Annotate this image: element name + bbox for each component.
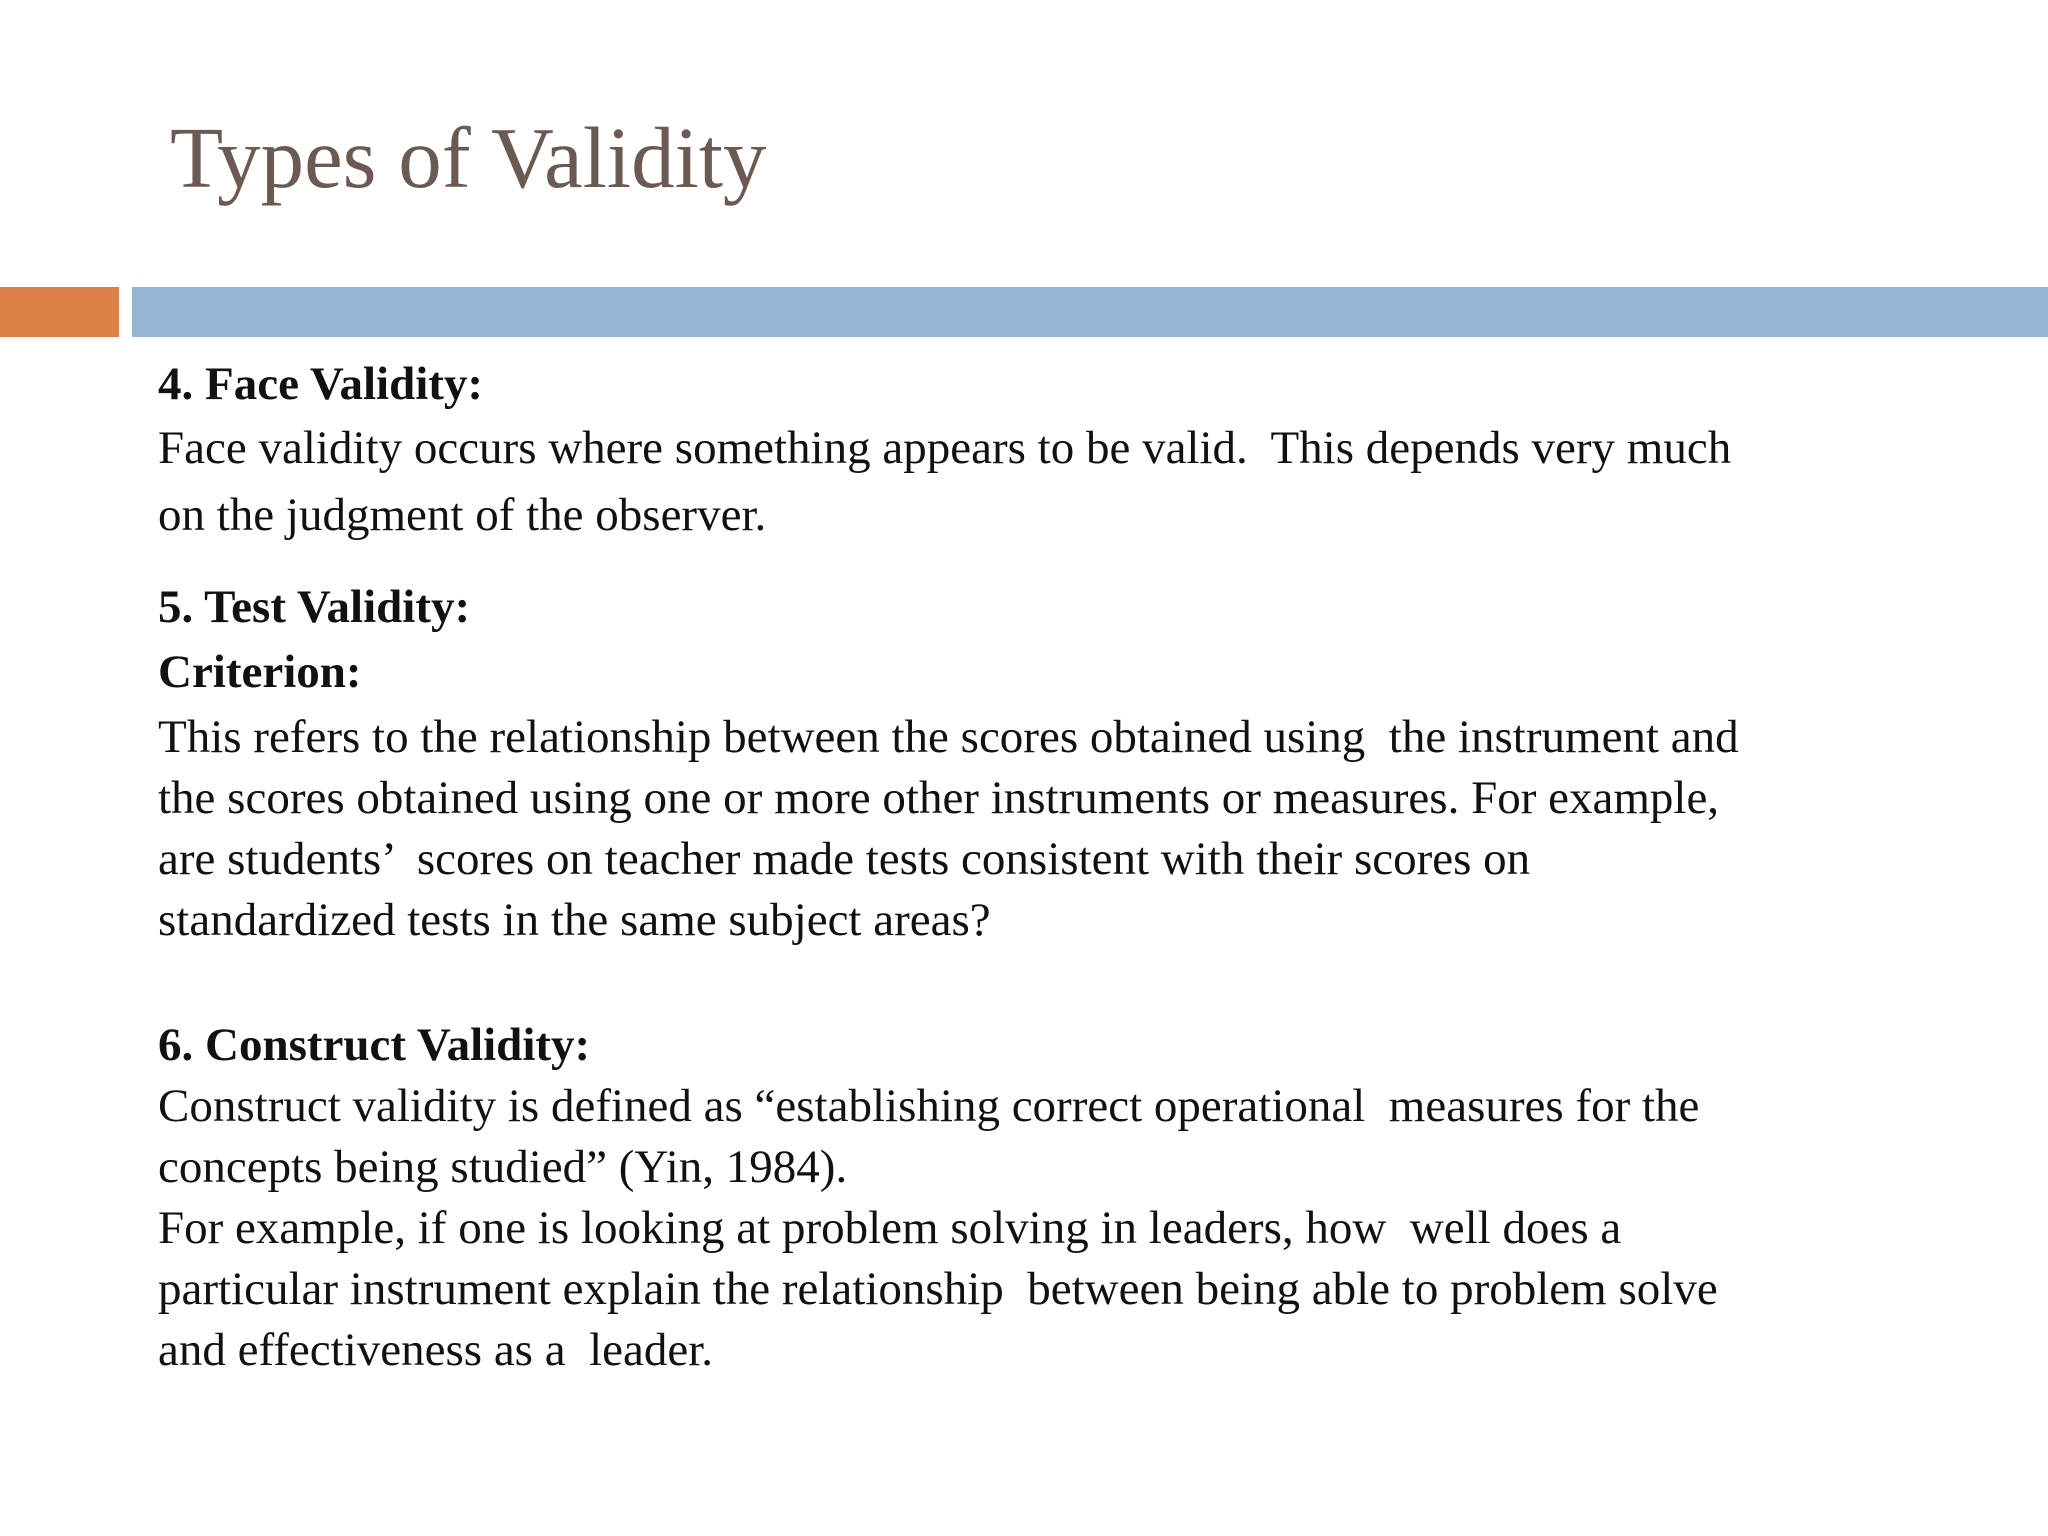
body-line: are students’ scores on teacher made tests consistent with their scores on xyxy=(158,833,1531,885)
face-validity-body xyxy=(158,415,1998,549)
body-line: standardized tests in the same subject areas? xyxy=(158,894,991,946)
construct-validity-heading: 6. Construct Validity: xyxy=(158,1019,591,1071)
face-validity-heading: 4. Face Validity: xyxy=(158,358,484,410)
slide-content xyxy=(158,354,1998,1381)
accent-bar-blue xyxy=(132,287,2048,337)
body-line: particular instrument explain the relationship between being able to problem solve xyxy=(158,1263,1718,1315)
body-line: This refers to the relationship between the scores obtained using the instrument and xyxy=(158,711,1739,763)
body-line: Face validity occurs where something appears to be valid. This depends very much xyxy=(158,422,1732,474)
test-validity-body xyxy=(158,707,1998,951)
body-line: Construct validity is defined as “establishing correct operational measures for the xyxy=(158,1080,1700,1132)
body-line: concepts being studied” (Yin, 1984). xyxy=(158,1141,848,1193)
criterion-subheading: Criterion: xyxy=(158,646,362,698)
body-line: and effectiveness as a leader. xyxy=(158,1324,714,1376)
test-validity-heading: 5. Test Validity: xyxy=(158,581,471,633)
construct-validity-body xyxy=(158,1076,1998,1381)
body-line: on the judgment of the observer. xyxy=(158,489,767,541)
slide-title: Types of Validity xyxy=(170,109,767,206)
accent-bar-orange xyxy=(0,287,119,337)
body-line: the scores obtained using one or more other instruments or measures. For example, xyxy=(158,772,1720,824)
body-line: For example, if one is looking at problem solving in leaders, how well does a xyxy=(158,1202,1622,1254)
